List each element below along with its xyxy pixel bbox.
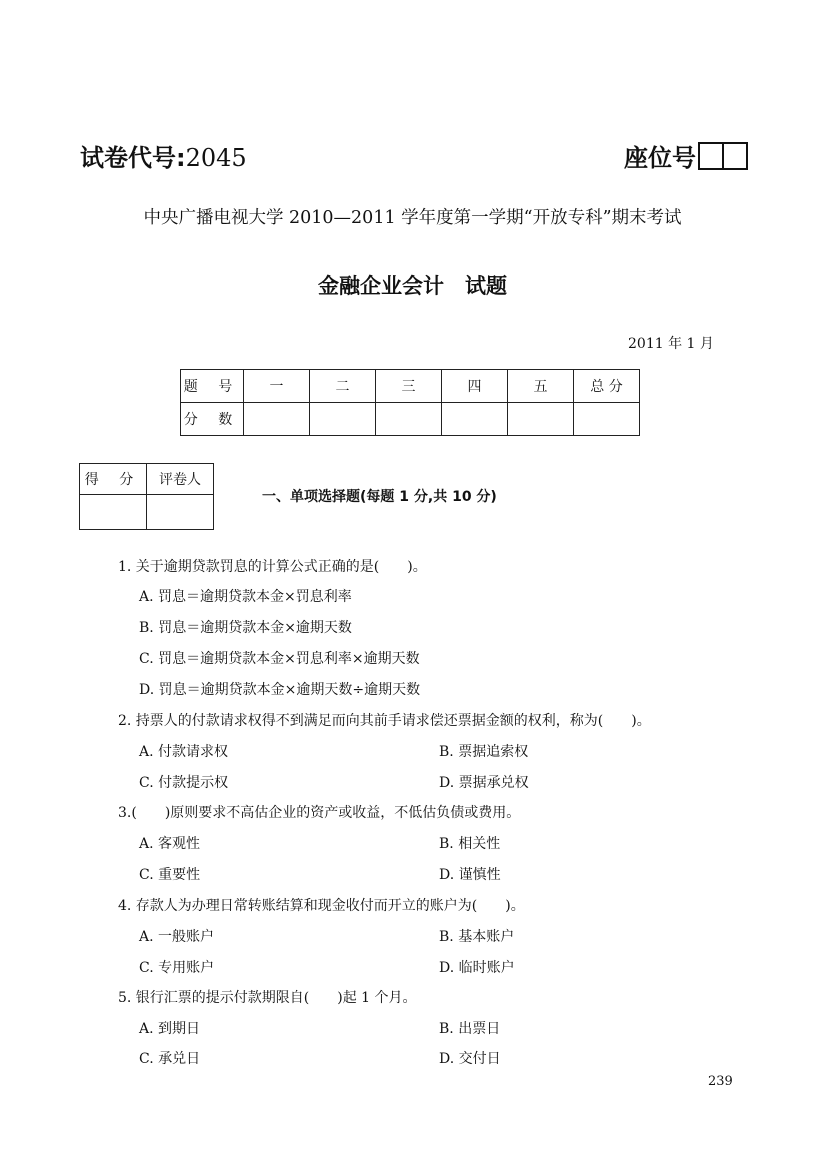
score-cell: 总 分 [574, 370, 640, 403]
question-option: B. 罚息＝逾期贷款本金×逾期天数 [139, 620, 352, 636]
question-option: A. 付款请求权 [139, 744, 229, 760]
seat-label: 座位号 [624, 144, 696, 172]
score-entry-cell [442, 403, 508, 436]
question-option: A. 到期日 [139, 1021, 201, 1037]
score-cell: 二 [310, 370, 376, 403]
score-cell: 题 号 [181, 370, 244, 403]
score-cell: 五 [508, 370, 574, 403]
grader-entry-cell [147, 495, 214, 530]
grader-table-header-row [80, 464, 214, 495]
score-entry-cell [310, 403, 376, 436]
question-option: D. 票据承兑权 [439, 775, 529, 791]
question-option: C. 罚息＝逾期贷款本金×罚息利率×逾期天数 [139, 651, 420, 667]
question-stem: 4. 存款人为办理日常转账结算和现金收付而开立的账户为( )。 [118, 898, 525, 914]
score-entry-cell [244, 403, 310, 436]
score-entry-cell [508, 403, 574, 436]
seat-number [624, 138, 748, 173]
score-entry-cell [376, 403, 442, 436]
score-cell: 三 [376, 370, 442, 403]
paper-code-label: 试卷代号: [80, 144, 186, 172]
score-table-header-row [181, 370, 640, 403]
question-option: D. 罚息＝逾期贷款本金×逾期天数÷逾期天数 [139, 682, 421, 698]
question-option: C. 重要性 [139, 867, 201, 883]
exam-title: 金融企业会计 试题 [318, 274, 507, 298]
grader-cell: 评卷人 [147, 464, 214, 495]
question-option: B. 出票日 [439, 1021, 501, 1037]
question-stem: 2. 持票人的付款请求权得不到满足而向其前手请求偿还票据金额的权利，称为( )。 [118, 713, 651, 729]
grader-entry-cell [80, 495, 147, 530]
page-number: 239 [708, 1074, 733, 1089]
question-stem: 3.( )原则要求不高估企业的资产或收益，不低估负债或费用。 [118, 805, 521, 821]
question-option: B. 基本账户 [439, 929, 515, 945]
grader-table-entry-row [80, 495, 214, 530]
section-heading: 一、单项选择题(每题 1 分,共 10 分) [262, 489, 497, 505]
question-option: D. 谨慎性 [439, 867, 501, 883]
exam-subtitle: 中央广播电视大学 2010—2011 学年度第一学期“开放专科”期末考试 [143, 208, 682, 228]
question-option: A. 罚息＝逾期贷款本金×罚息利率 [139, 589, 352, 605]
paper-code-value: 2045 [185, 144, 247, 172]
question-option: D. 交付日 [439, 1051, 501, 1067]
seat-box [724, 142, 748, 170]
question-option: C. 付款提示权 [139, 775, 229, 791]
question-option: C. 承兑日 [139, 1051, 201, 1067]
question-stem: 1. 关于逾期贷款罚息的计算公式正确的是( )。 [118, 559, 427, 575]
score-entry-cell [574, 403, 640, 436]
question-option: B. 票据追索权 [439, 744, 529, 760]
question-option: B. 相关性 [439, 836, 501, 852]
question-option: A. 一般账户 [139, 929, 215, 945]
score-cell: 分 数 [181, 403, 244, 436]
paper-code [80, 138, 247, 173]
seat-boxes [698, 142, 748, 170]
exam-date: 2011 年 1 月 [628, 336, 714, 352]
score-table-value-row [181, 403, 640, 436]
score-cell: 一 [244, 370, 310, 403]
question-option: A. 客观性 [139, 836, 201, 852]
score-table [180, 369, 640, 436]
score-cell: 四 [442, 370, 508, 403]
seat-box [698, 142, 724, 170]
question-stem: 5. 银行汇票的提示付款期限自( )起 1 个月。 [118, 990, 417, 1006]
grader-cell: 得 分 [80, 464, 147, 495]
grader-table [79, 463, 214, 530]
question-option: D. 临时账户 [439, 960, 515, 976]
question-option: C. 专用账户 [139, 960, 215, 976]
